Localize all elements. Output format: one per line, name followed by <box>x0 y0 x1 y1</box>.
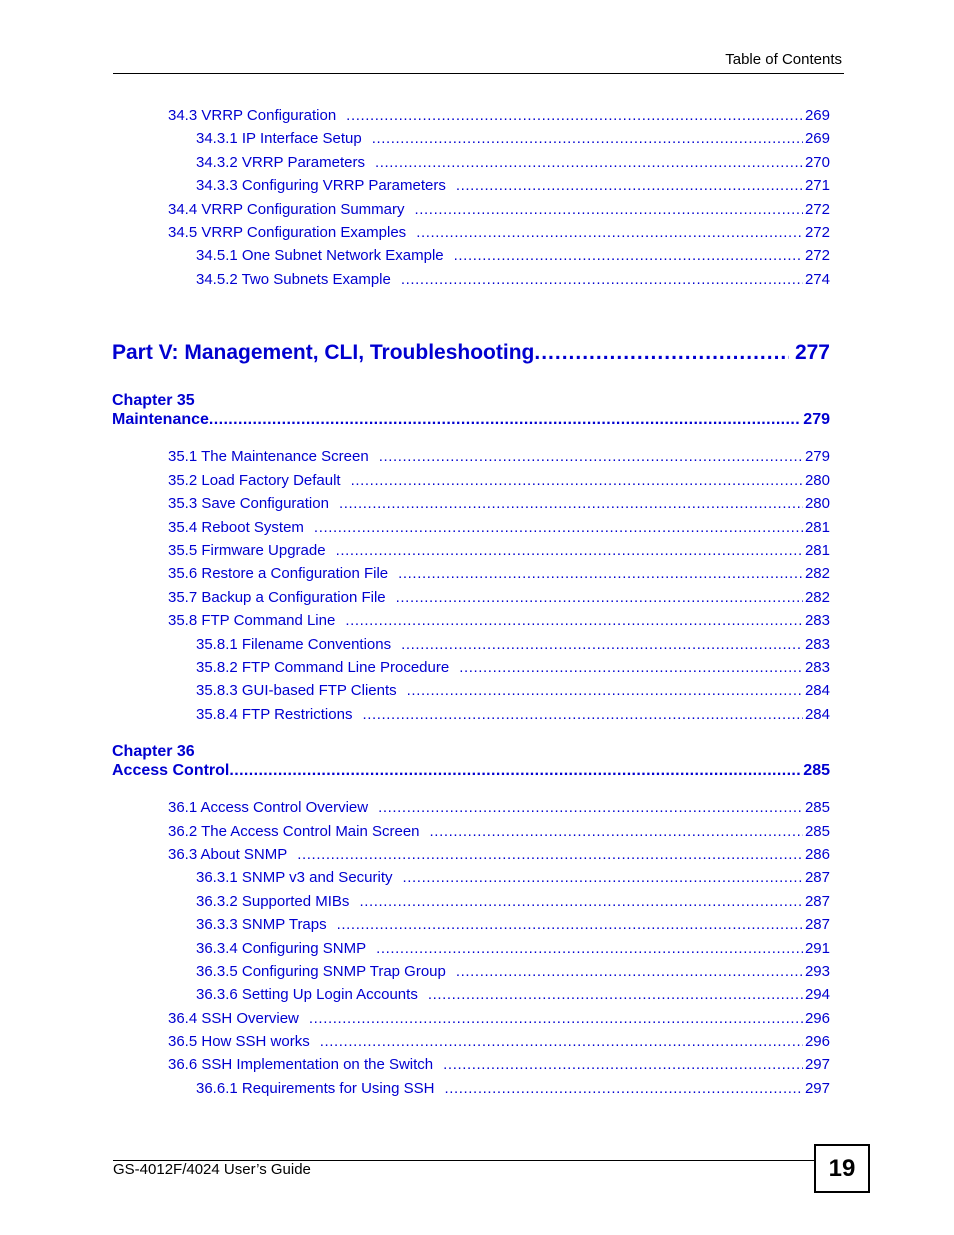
chapter-title-row[interactable] <box>112 411 830 433</box>
chapter-label: Chapter 36 <box>112 743 195 760</box>
chapter-label: Chapter 35 <box>112 392 195 409</box>
toc-entry-label: 36.6 SSH Implementation on the Switch <box>168 1056 434 1073</box>
toc-entry-label: 35.8.1 Filename Conventions <box>196 636 392 653</box>
toc-entry[interactable] <box>196 986 830 1006</box>
chapter-page: 285 <box>803 762 830 779</box>
toc-entry-label: 36.1 Access Control Overview <box>168 799 369 816</box>
dot-leader <box>428 986 803 1003</box>
toc-entry-label: 34.5 VRRP Configuration Examples <box>168 224 407 241</box>
toc-entry[interactable] <box>168 823 830 843</box>
toc-entry-page: 281 <box>804 542 830 559</box>
toc-entry[interactable] <box>168 1010 830 1030</box>
dot-leader <box>444 1080 803 1097</box>
dot-leader <box>407 682 803 699</box>
dot-leader <box>229 762 801 780</box>
toc-entry[interactable] <box>168 107 830 127</box>
toc-entry-page: 297 <box>804 1080 830 1097</box>
toc-entry-page: 296 <box>804 1010 830 1027</box>
toc-entry-label: 34.3.2 VRRP Parameters <box>196 154 365 171</box>
toc-entry[interactable] <box>196 154 830 174</box>
toc-entry[interactable] <box>168 542 830 562</box>
toc-entry-page: 294 <box>804 986 830 1003</box>
toc-entry-page: 284 <box>804 682 830 699</box>
toc-entry[interactable] <box>196 1080 830 1100</box>
dot-leader <box>415 201 803 218</box>
dot-leader <box>372 130 803 147</box>
toc-entry-label: 34.4 VRRP Configuration Summary <box>168 201 405 218</box>
toc-entry-page: 293 <box>804 963 830 980</box>
dot-leader <box>376 940 803 957</box>
toc-entry-label: 36.4 SSH Overview <box>168 1010 299 1027</box>
dot-leader <box>378 799 803 816</box>
toc-entry[interactable] <box>168 565 830 585</box>
page-number: 19 <box>828 1154 856 1182</box>
toc-entry-page: 296 <box>804 1033 830 1050</box>
toc-entry-label: 36.3.1 SNMP v3 and Security <box>196 869 393 886</box>
toc-entry-label: 35.8.2 FTP Command Line Procedure <box>196 659 450 676</box>
dot-leader <box>297 846 803 863</box>
toc-entry-page: 272 <box>804 224 830 241</box>
toc-entry[interactable] <box>196 247 830 267</box>
toc-entry-page: 272 <box>804 247 830 264</box>
chapter-title: Access Control <box>112 762 230 779</box>
header-section-title: Table of Contents <box>725 51 842 68</box>
dot-leader <box>416 224 803 241</box>
dot-leader <box>454 247 803 264</box>
toc-entry[interactable] <box>168 1056 830 1076</box>
toc-entry-label: 36.3.3 SNMP Traps <box>196 916 327 933</box>
toc-entry[interactable] <box>168 472 830 492</box>
toc-entry-page: 283 <box>804 612 830 629</box>
toc-entry-label: 35.5 Firmware Upgrade <box>168 542 326 559</box>
toc-entry-page: 286 <box>804 846 830 863</box>
toc-entry-page: 287 <box>804 869 830 886</box>
footer-guide-title: GS-4012F/4024 User’s Guide <box>113 1161 311 1178</box>
part-heading[interactable] <box>112 341 830 369</box>
dot-leader <box>456 177 803 194</box>
toc-entry[interactable] <box>196 271 830 291</box>
toc-entry-page: 269 <box>804 130 830 147</box>
toc-entry-label: 35.8.3 GUI-based FTP Clients <box>196 682 397 699</box>
part-heading-page: 277 <box>794 341 830 364</box>
chapter-page: 279 <box>803 411 830 428</box>
toc-entry-label: 35.7 Backup a Configuration File <box>168 589 386 606</box>
toc-entry-label: 34.3.1 IP Interface Setup <box>196 130 362 147</box>
toc-entry[interactable] <box>196 916 830 936</box>
dot-leader <box>430 823 803 840</box>
toc-entry-label: 35.8 FTP Command Line <box>168 612 336 629</box>
dot-leader <box>351 472 803 489</box>
toc-entry-page: 281 <box>804 519 830 536</box>
toc-entry-page: 271 <box>804 177 830 194</box>
toc-entry[interactable] <box>196 893 830 913</box>
toc-entry[interactable] <box>196 940 830 960</box>
toc-entry-page: 269 <box>804 107 830 124</box>
dot-leader <box>314 519 803 536</box>
toc-entry-label: 34.3.3 Configuring VRRP Parameters <box>196 177 446 194</box>
toc-entry-page: 287 <box>804 893 830 910</box>
toc-entry[interactable] <box>168 846 830 866</box>
toc-entry-page: 274 <box>804 271 830 288</box>
toc-entry[interactable] <box>168 589 830 609</box>
toc-entry[interactable] <box>168 224 830 244</box>
toc-entry-page: 282 <box>804 589 830 606</box>
toc-entry[interactable] <box>196 659 830 679</box>
toc-entry[interactable] <box>196 963 830 983</box>
toc-entry-label: 35.1 The Maintenance Screen <box>168 448 369 465</box>
toc-entry[interactable] <box>196 177 830 197</box>
toc-entry-label: 35.6 Restore a Configuration File <box>168 565 389 582</box>
toc-entry-label: 35.2 Load Factory Default <box>168 472 341 489</box>
toc-entry-label: 36.5 How SSH works <box>168 1033 310 1050</box>
page-number-box <box>814 1144 870 1193</box>
toc-entry-page: 287 <box>804 916 830 933</box>
chapter-title: Maintenance <box>112 411 209 428</box>
chapter-title-row[interactable] <box>112 762 830 784</box>
toc-entry-page: 279 <box>804 448 830 465</box>
toc-entry-page: 280 <box>804 472 830 489</box>
dot-leader <box>337 916 803 933</box>
dot-leader <box>362 706 803 723</box>
toc-entry-page: 284 <box>804 706 830 723</box>
dot-leader <box>375 154 803 171</box>
dot-leader <box>309 1010 803 1027</box>
toc-entry-label: 36.6.1 Requirements for Using SSH <box>196 1080 435 1097</box>
dot-leader <box>396 589 803 606</box>
dot-leader <box>456 963 803 980</box>
toc-entry-page: 272 <box>804 201 830 218</box>
toc-entry-page: 283 <box>804 636 830 653</box>
part-heading-label: Part V: Management, CLI, Troubleshooting <box>112 341 535 364</box>
toc-entry-label: 35.4 Reboot System <box>168 519 304 536</box>
toc-entry-page: 282 <box>804 565 830 582</box>
toc-entry-label: 36.3.2 Supported MIBs <box>196 893 350 910</box>
toc-entry[interactable] <box>196 869 830 889</box>
toc-entry[interactable] <box>196 130 830 150</box>
dot-leader <box>459 659 803 676</box>
dot-leader <box>401 636 803 653</box>
toc-entry-page: 270 <box>804 154 830 171</box>
dot-leader <box>346 107 803 124</box>
toc-entry-page: 285 <box>804 799 830 816</box>
dot-leader <box>403 869 803 886</box>
toc-entry-page: 285 <box>804 823 830 840</box>
dot-leader <box>345 612 803 629</box>
dot-leader <box>401 271 803 288</box>
toc-entry-label: 36.3 About SNMP <box>168 846 288 863</box>
toc-entry[interactable] <box>168 519 830 539</box>
dot-leader <box>379 448 803 465</box>
dot-leader <box>398 565 803 582</box>
dot-leader <box>359 893 803 910</box>
toc-entry[interactable] <box>168 495 830 515</box>
toc-entry[interactable] <box>196 682 830 702</box>
toc-entry-label: 35.8.4 FTP Restrictions <box>196 706 353 723</box>
toc-entry-page: 297 <box>804 1056 830 1073</box>
toc-entry[interactable] <box>168 448 830 468</box>
dot-leader <box>339 495 803 512</box>
toc-entry-label: 36.3.4 Configuring SNMP <box>196 940 367 957</box>
toc-entry-label: 36.3.5 Configuring SNMP Trap Group <box>196 963 446 980</box>
toc-entry[interactable] <box>168 612 830 632</box>
toc-entry-label: 34.3 VRRP Configuration <box>168 107 337 124</box>
toc-entry[interactable] <box>196 706 830 726</box>
dot-leader <box>209 411 801 429</box>
dot-leader <box>443 1056 803 1073</box>
toc-entry-label: 36.2 The Access Control Main Screen <box>168 823 420 840</box>
toc-entry-label: 34.5.2 Two Subnets Example <box>196 271 391 288</box>
dot-leader <box>336 542 803 559</box>
toc-entry[interactable] <box>168 1033 830 1053</box>
toc-entry-page: 280 <box>804 495 830 512</box>
toc-entry-page: 291 <box>804 940 830 957</box>
toc-entry[interactable] <box>168 799 830 819</box>
toc-entry[interactable] <box>168 201 830 221</box>
toc-entry[interactable] <box>196 636 830 656</box>
toc-entry-label: 34.5.1 One Subnet Network Example <box>196 247 444 264</box>
dot-leader <box>320 1033 803 1050</box>
toc-entry-label: 36.3.6 Setting Up Login Accounts <box>196 986 418 1003</box>
dot-leader <box>534 341 789 365</box>
toc-entry-page: 283 <box>804 659 830 676</box>
toc-entry-label: 35.3 Save Configuration <box>168 495 329 512</box>
header-rule <box>113 73 844 74</box>
